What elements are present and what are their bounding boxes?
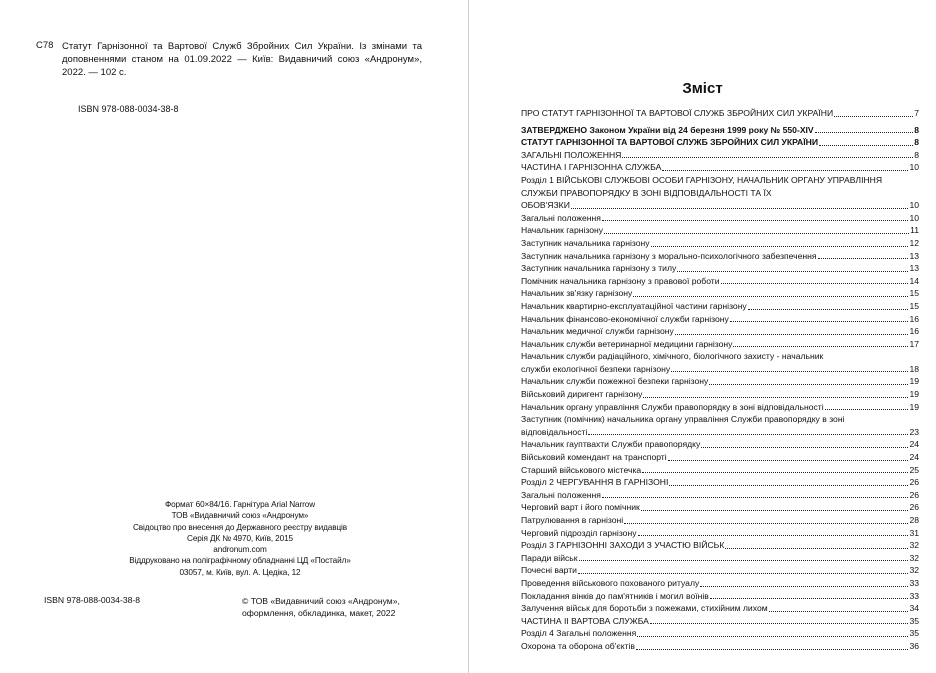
toc-entry xyxy=(521,577,919,590)
imprint-block xyxy=(100,499,380,578)
toc-entry xyxy=(521,438,919,451)
toc-entry-title: Начальник органу управління Служби правопорядку в зоні відповідальності xyxy=(521,401,824,412)
toc-page-number: 16 xyxy=(909,326,919,337)
toc-dot-leader xyxy=(669,485,908,486)
toc-entry-title: Начальник фінансово-економічної служби гарнізону xyxy=(521,313,729,324)
imprint-line: Формат 60×84/16. Гарнітура Arial Narrow xyxy=(164,500,316,509)
toc-page-number: 33 xyxy=(909,577,919,588)
toc-dot-leader xyxy=(710,598,909,599)
toc-page-number: 10 xyxy=(909,200,919,211)
imprint-line: ТОВ «Видавничий союз «Андронум» xyxy=(171,511,309,521)
toc-entry xyxy=(521,212,919,225)
toc-dot-leader xyxy=(571,208,909,209)
toc-entry-title: Паради військ xyxy=(521,552,578,563)
toc-entry-title: Начальник зв'язку гарнізону xyxy=(521,288,633,299)
toc-entry-title: Почесні варти xyxy=(521,565,577,576)
toc-entry xyxy=(521,124,919,137)
toc-page-number: 10 xyxy=(909,212,919,223)
toc-entry xyxy=(521,627,919,640)
toc-entry-title: Військовий диригент гарнізону xyxy=(521,389,643,400)
toc-page-number: 26 xyxy=(909,477,919,488)
toc-entry xyxy=(521,426,919,439)
toc-dot-leader xyxy=(641,510,909,511)
toc-page-number: 19 xyxy=(909,401,919,412)
toc-entry-title: Залучення військ для боротьби з пожежами, стихійним лихом xyxy=(521,603,768,614)
toc-dot-leader xyxy=(650,623,909,624)
isbn-bottom: ISBN 978-088-0034-38-8 xyxy=(44,595,141,605)
toc-entry xyxy=(521,174,919,199)
toc-dot-leader xyxy=(769,611,909,612)
toc-dot-leader xyxy=(725,548,908,549)
toc-page-number: 28 xyxy=(909,515,919,525)
toc-dot-leader xyxy=(643,397,908,398)
imprint-line: Серія ДК № 4970, Київ, 2015 xyxy=(187,533,293,543)
toc-entry-title: Начальник гарнізону xyxy=(521,225,604,236)
toc-entry xyxy=(521,275,919,288)
toc-page-number: 10 xyxy=(909,162,919,173)
toc-dot-leader xyxy=(721,283,909,284)
toc-dot-leader xyxy=(701,447,908,448)
toc-entry xyxy=(521,250,919,263)
toc-entry-title: ПРО СТАТУТ ГАРНІЗОННОЇ ТА ВАРТОВОЇ СЛУЖБ ЗБРОЙНИХ СИЛ УКРАЇНИ xyxy=(521,108,834,118)
toc-page-number: 34 xyxy=(909,603,919,614)
toc-page-number: 36 xyxy=(909,640,919,651)
toc-entry-title: Заступник начальника гарнізону xyxy=(521,237,650,248)
toc-entry xyxy=(521,413,919,426)
toc-dot-leader xyxy=(578,573,908,574)
toc-dot-leader xyxy=(642,472,908,473)
toc-page-number: 15 xyxy=(909,288,919,299)
toc-dot-leader xyxy=(588,434,908,435)
toc-dot-leader xyxy=(818,258,909,259)
toc-dot-leader xyxy=(604,233,909,234)
toc-entry-title: ОБОВ'ЯЗКИ xyxy=(521,200,570,211)
toc-entry-title: відповідальності xyxy=(521,426,588,437)
toc-dot-leader xyxy=(825,409,909,410)
toc-entry-title: СТАТУТ ГАРНІЗОННОЇ ТА ВАРТОВОЇ СЛУЖБ ЗБРОЙНИХ СИЛ УКРАЇНИ xyxy=(521,137,819,148)
toc-entry xyxy=(521,489,919,502)
toc-entry-title: Начальник квартирно-експлуатаційної частини гарнізону xyxy=(521,300,747,311)
copyright-notice: © ТОВ «Видавничий союз «Андронум», оформлення, обкладинка, макет, 2022 xyxy=(242,596,400,618)
right-page xyxy=(469,0,936,673)
toc-dot-leader xyxy=(662,170,908,171)
toc-entry xyxy=(521,287,919,300)
toc-dot-leader xyxy=(700,586,908,587)
toc-entry-title: Начальник служби пожежної безпеки гарнізону xyxy=(521,376,709,387)
toc-entry xyxy=(521,237,919,250)
toc-dot-leader xyxy=(622,157,913,158)
toc-entry xyxy=(521,590,919,603)
toc-page-number: 14 xyxy=(909,275,919,286)
toc-entry-title: Черговий підрозділ гарнізону xyxy=(521,527,637,538)
toc-entry-title: Розділ 4 Загальні положення xyxy=(521,628,637,639)
imprint-line: Віддруковано на поліграфічному обладнанні ЦД «Постайл» xyxy=(129,556,351,566)
toc-entry xyxy=(521,539,919,552)
toc-page-number: 8 xyxy=(914,137,919,148)
toc-page-number: 11 xyxy=(910,225,919,236)
toc-entry-title: Заступник начальника гарнізону з тилу xyxy=(521,263,677,274)
toc-dot-leader xyxy=(709,384,908,385)
toc-dot-leader xyxy=(651,246,909,247)
toc-dot-leader xyxy=(602,220,908,221)
toc-entry-title: ЗАГАЛЬНІ ПОЛОЖЕННЯ xyxy=(521,149,622,160)
toc-page-number: 35 xyxy=(909,628,919,639)
toc-dot-leader xyxy=(579,560,909,561)
toc-entry xyxy=(521,527,919,540)
toc-entry xyxy=(521,199,919,212)
toc-page-number: 7 xyxy=(914,108,919,118)
toc-entry xyxy=(521,640,919,653)
toc-dot-leader xyxy=(637,636,908,637)
toc-page-number: 24 xyxy=(909,439,919,450)
toc-dot-leader xyxy=(815,132,914,133)
toc-page-number: 19 xyxy=(909,376,919,387)
toc-entry-title: Військовий комендант на транспорті xyxy=(521,452,667,463)
catalog-description: Статут Гарнізонної та Вартової Служб Збройних Сил України. Із змінами та доповненнями станом на 01.09.2022 — Київ: Видавничий союз «Андронум», 2022. — 102 с. xyxy=(62,41,422,78)
toc-entry-title: Патрулювання в гарнізоні xyxy=(521,515,624,525)
toc-entry-title: Розділ 1 ВІЙСЬКОВІ СЛУЖБОВІ ОСОБИ ГАРНІЗОНУ, НАЧАЛЬНИК ОРГАНУ УПРАВЛІННЯ СЛУЖБИ ПРАВОПОРЯДКУ В ЗОНІ ВІДПОВІДАЛЬНОСТІ ТА ЇХ xyxy=(521,174,883,198)
toc-entry-title: Черговий варт і його помічник xyxy=(521,502,640,513)
toc-entry xyxy=(521,363,919,376)
toc-entry xyxy=(521,149,919,162)
toc-page-number: 25 xyxy=(909,464,919,475)
toc-page-number: 13 xyxy=(909,263,919,274)
toc-entry-title: служби екологічної безпеки гарнізону xyxy=(521,363,671,374)
toc-page-number: 8 xyxy=(914,124,919,135)
toc-entry-title: Розділ 3 ГАРНІЗОННІ ЗАХОДИ З УЧАСТЮ ВІЙСЬК xyxy=(521,540,725,551)
toc-page-number: 17 xyxy=(909,338,919,349)
toc-entry xyxy=(521,325,919,338)
toc-entry xyxy=(521,224,919,237)
toc-dot-leader xyxy=(675,334,909,335)
toc-dot-leader xyxy=(733,346,908,347)
toc-entry xyxy=(521,350,919,363)
toc-page-number: 24 xyxy=(909,452,919,463)
toc-entry xyxy=(521,552,919,565)
imprint-line: andronum.com xyxy=(213,545,267,555)
toc-page-number: 15 xyxy=(909,300,919,311)
toc-entry-title: Начальник медичної служби гарнізону xyxy=(521,326,674,337)
toc-page-number: 18 xyxy=(909,363,919,374)
toc-entry-title: Заступник начальника гарнізону з морально-психологічного забезпечення xyxy=(521,250,817,261)
toc-dot-leader xyxy=(636,649,908,650)
toc-entry xyxy=(521,262,919,275)
toc-entry-title: Загальні положення xyxy=(521,489,601,500)
table-of-contents xyxy=(521,107,919,653)
toc-dot-leader xyxy=(730,321,909,322)
toc-page-number: 26 xyxy=(909,489,919,500)
toc-entry xyxy=(521,514,919,527)
toc-dot-leader xyxy=(633,296,908,297)
toc-entry xyxy=(521,375,919,388)
toc-dot-leader xyxy=(834,116,913,117)
toc-page-number: 26 xyxy=(909,502,919,513)
toc-page-number: 32 xyxy=(909,552,919,563)
toc-dot-leader xyxy=(819,145,913,146)
toc-entry-title: ЧАСТИНА I ГАРНІЗОННА СЛУЖБА xyxy=(521,162,662,173)
toc-entry xyxy=(521,388,919,401)
toc-dot-leader xyxy=(624,523,908,524)
toc-page-number: 19 xyxy=(909,389,919,400)
toc-dot-leader xyxy=(671,371,908,372)
toc-entry-title: Помічник начальника гарнізону з правової роботи xyxy=(521,275,720,286)
toc-page-number: 35 xyxy=(909,615,919,626)
toc-page-number: 23 xyxy=(909,426,919,437)
imprint-line: 03057, м. Київ, вул. А. Цедіка, 12 xyxy=(179,567,301,577)
toc-entry-title: ЧАСТИНА II ВАРТОВА СЛУЖБА xyxy=(521,615,649,626)
toc-entry xyxy=(521,602,919,615)
toc-dot-leader xyxy=(748,309,909,310)
toc-page-number: 8 xyxy=(914,149,919,160)
toc-page-number: 16 xyxy=(909,313,919,324)
toc-entry-title: Заступник (помічник) начальника органу управління Служби правопорядку в зоні xyxy=(521,414,845,425)
toc-entry-title: Старший військового містечка xyxy=(521,464,642,475)
toc-entry xyxy=(521,313,919,326)
toc-entry-title: Розділ 2 ЧЕРГУВАННЯ В ГАРНІЗОНІ xyxy=(521,477,669,488)
toc-page-number: 12 xyxy=(909,237,919,248)
toc-entry xyxy=(521,451,919,464)
toc-entry-title: Начальник служби ветеринарної медицини гарнізону xyxy=(521,338,733,349)
imprint-line: Свідоцтво про внесення до Державного реєстру видавців xyxy=(132,522,348,532)
toc-entry-title: Начальник гауптвахти Служби правопорядку xyxy=(521,439,701,450)
toc-entry xyxy=(521,615,919,628)
toc-dot-leader xyxy=(602,497,908,498)
toc-entry xyxy=(521,501,919,514)
toc-dot-leader xyxy=(668,460,909,461)
toc-entry xyxy=(521,136,919,149)
toc-entry xyxy=(521,476,919,489)
toc-entry xyxy=(521,338,919,351)
toc-entry-title: Загальні положення xyxy=(521,212,601,223)
toc-entry xyxy=(521,107,919,120)
toc-dot-leader xyxy=(677,271,908,272)
toc-entry-title: Охорона та оборона об'єктів xyxy=(521,640,635,651)
toc-dot-leader xyxy=(638,535,909,536)
toc-entry-title: Начальник служби радіаційного, хімічного, біологічного захисту - начальник xyxy=(521,351,824,362)
toc-entry-title: Покладання вінків до пам'ятників і могил воїнів xyxy=(521,590,709,601)
toc-entry-title: ЗАТВЕРДЖЕНО Законом України від 24 березня 1999 року № 550-XIV xyxy=(521,124,814,135)
toc-page-number: 33 xyxy=(909,590,919,601)
toc-entry xyxy=(521,161,919,174)
toc-page-number: 32 xyxy=(909,540,919,551)
catalog-code: С78 xyxy=(36,40,54,51)
toc-entry xyxy=(521,464,919,477)
toc-page-number: 13 xyxy=(909,250,919,261)
toc-page-number: 32 xyxy=(909,565,919,576)
toc-entry-title: Проведення військового похованого ритуалу xyxy=(521,577,700,588)
toc-entry xyxy=(521,401,919,414)
toc-entry xyxy=(521,300,919,313)
toc-entry xyxy=(521,564,919,577)
toc-page-number: 31 xyxy=(909,527,919,538)
toc-title: Зміст xyxy=(682,80,723,97)
isbn-top: ISBN 978-088-0034-38-8 xyxy=(78,104,179,114)
